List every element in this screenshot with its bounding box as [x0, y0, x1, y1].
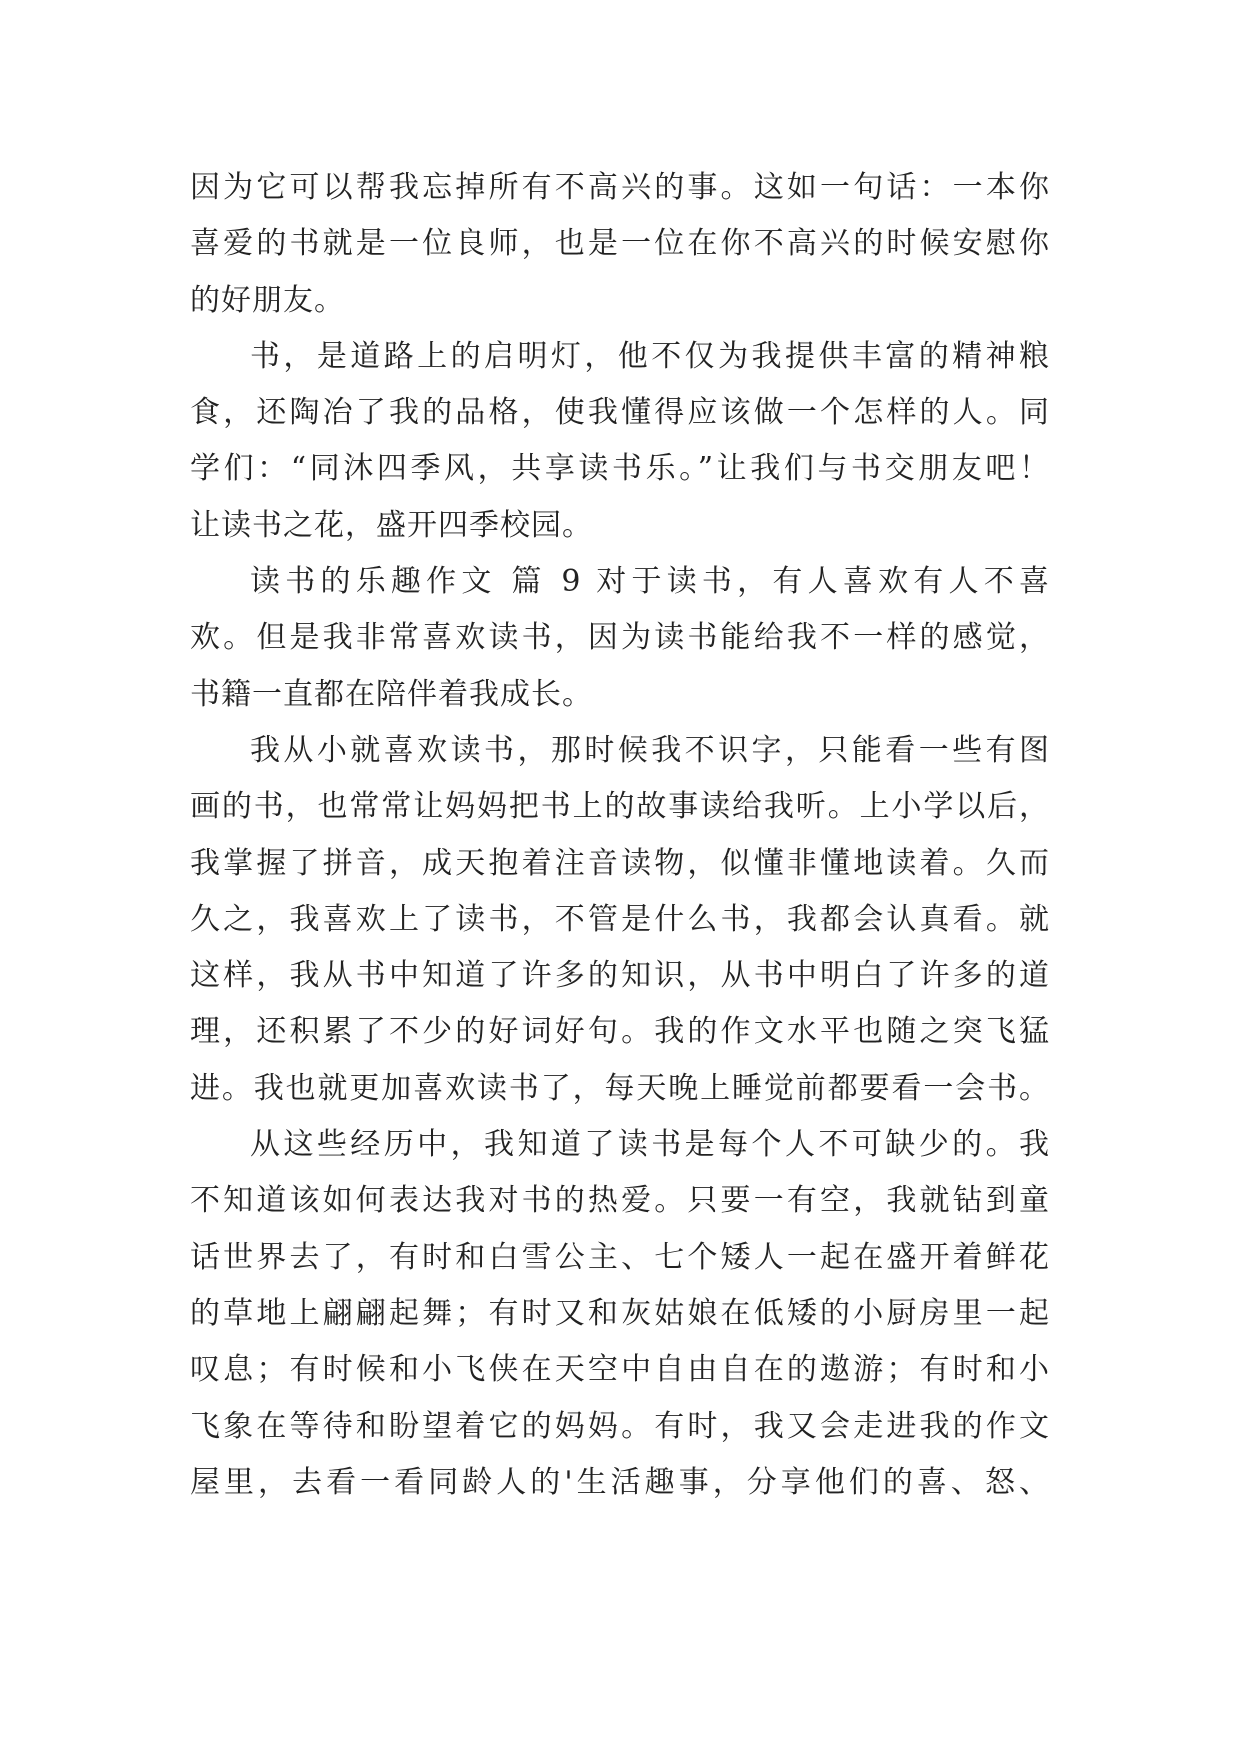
text-line: 欢。但是我非常喜欢读书，因为读书能给我不一样的感觉，: [190, 620, 1050, 656]
text-line: 我从小就喜欢读书，那时候我不识字，只能看一些有图: [250, 732, 1050, 768]
text-line: 的草地上翩翩起舞；有时又和灰姑娘在低矮的小厨房里一起: [190, 1295, 1050, 1331]
document-body: [190, 160, 1050, 1511]
text-line: 进。我也就更加喜欢读书了，每天晚上睡觉前都要看一会书。: [190, 1070, 1050, 1106]
text-line: 画的书，也常常让妈妈把书上的故事读给我听。上小学以后，: [190, 789, 1050, 825]
text-line: 学们：“同沐四季风，共享读书乐。”让我们与书交朋友吧！: [190, 451, 1050, 487]
text-line: 叹息；有时候和小飞侠在天空中自由自在的遨游；有时和小: [190, 1352, 1050, 1388]
text-line: 书籍一直都在陪伴着我成长。: [190, 676, 593, 712]
text-line: 喜爱的书就是一位良师，也是一位在你不高兴的时候安慰你: [190, 226, 1050, 262]
text-line: 让读书之花，盛开四季校园。: [190, 507, 593, 543]
text-line: 食，还陶冶了我的品格，使我懂得应该做一个怎样的人。同: [190, 395, 1050, 431]
text-line: 飞象在等待和盼望着它的妈妈。有时，我又会走进我的作文: [190, 1408, 1050, 1444]
text-line: 读书的乐趣作文 篇 9 对于读书，有人喜欢有人不喜: [250, 564, 1050, 600]
text-line: 书，是道路上的启明灯，他不仅为我提供丰富的精神粮: [250, 338, 1050, 374]
text-line: 这样，我从书中知道了许多的知识，从书中明白了许多的道: [190, 958, 1050, 994]
text-line: 从这些经历中，我知道了读书是每个人不可缺少的。我: [250, 1127, 1050, 1163]
text-line: 屋里，去看一看同龄人的'生活趣事，分享他们的喜、怒、: [190, 1464, 1050, 1500]
text-line: 理，还积累了不少的好词好句。我的作文水平也随之突飞猛: [190, 1014, 1050, 1050]
text-line: 我掌握了拼音，成天抱着注音读物，似懂非懂地读着。久而: [190, 845, 1050, 881]
text-line: 久之，我喜欢上了读书，不管是什么书，我都会认真看。就: [190, 901, 1050, 937]
text-line: 的好朋友。: [190, 282, 345, 318]
text-line: 话世界去了，有时和白雪公主、七个矮人一起在盛开着鲜花: [190, 1239, 1050, 1275]
text-line: 因为它可以帮我忘掉所有不高兴的事。这如一句话：一本你: [190, 170, 1050, 205]
text-line: 不知道该如何表达我对书的热爱。只要一有空，我就钻到童: [190, 1183, 1050, 1219]
